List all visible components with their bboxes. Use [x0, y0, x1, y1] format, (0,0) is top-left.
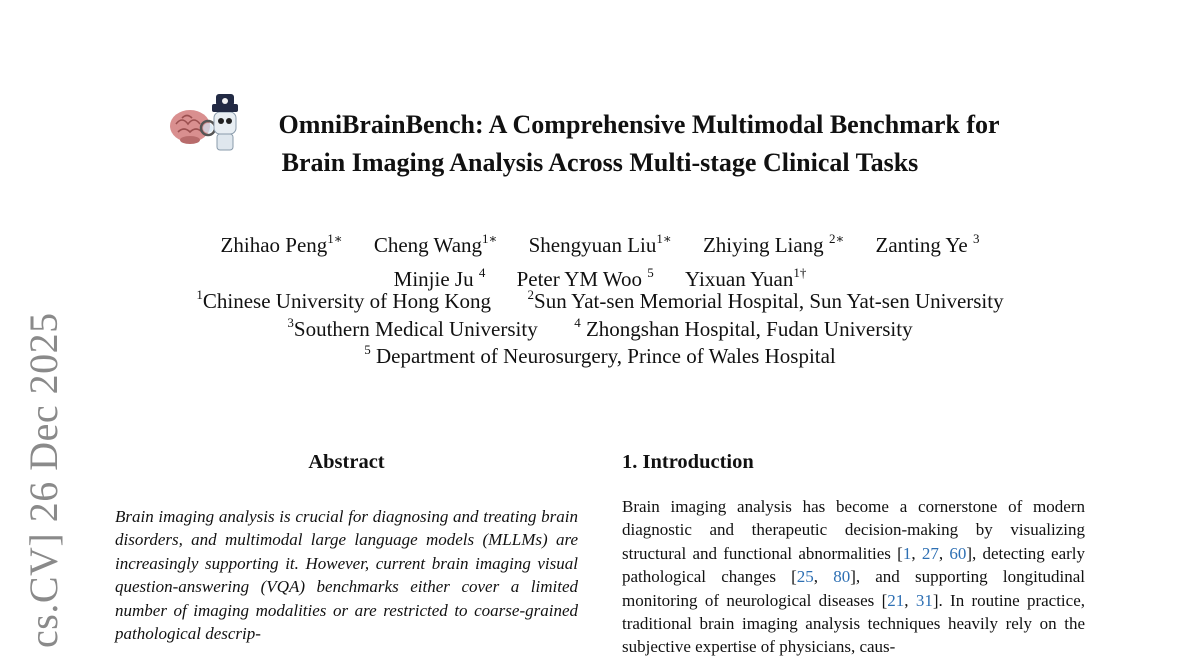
- citation-link[interactable]: 21: [887, 590, 905, 610]
- affiliation: $^5$ Department of Neurosurgery, Prince of Wales Hospital: [364, 342, 836, 368]
- affiliation: $^3$Southern Medical University: [287, 314, 538, 341]
- author-name: Zhiying Liang $^{2∗}$: [702, 231, 845, 257]
- paper-title: [150, 106, 1050, 182]
- intro-text-segment: ,: [813, 567, 834, 587]
- citation-link[interactable]: 31: [915, 590, 933, 610]
- citation-link[interactable]: 80: [833, 567, 851, 587]
- intro-text-segment: ]. In routine practice, traditional brain imaging analysis techniques heavily rely on the subjective expertise of physicians, caus-: [622, 590, 1086, 657]
- affiliation-row-2: [100, 316, 1100, 344]
- affiliation: $^4$ Zhongshan Hospital, Fudan University: [574, 314, 913, 341]
- author-name: Zhihao Peng$^{1∗}$: [220, 231, 343, 257]
- introduction-heading: 1. Introduction: [622, 451, 754, 473]
- citation-link[interactable]: 27: [921, 543, 939, 563]
- intro-text-segment: ], and supporting longitudinal monitoring of neurological diseases [: [622, 567, 1086, 610]
- intro-text-segment: ], detecting early pathological changes [: [622, 543, 1086, 587]
- author-name: Shengyuan Liu$^{1∗}$: [528, 231, 672, 257]
- affiliation-list: [100, 288, 1100, 371]
- author-name: Minjie Ju $^4$: [393, 265, 486, 291]
- author-name: Yixuan Yuan$^{1\dagger}$: [685, 265, 807, 291]
- affiliation: $^1$Chinese University of Hong Kong: [196, 287, 492, 313]
- intro-text-segment: ,: [938, 543, 950, 563]
- arxiv-identifier-stamp: cs.CV] 26 Dec 2025: [21, 312, 66, 648]
- title-line-2: Brain Imaging Analysis Across Multi-stage Clinical Tasks: [281, 148, 919, 177]
- introduction-text: [622, 495, 1085, 659]
- title-line-1: OmniBrainBench: A Comprehensive Multimodal Benchmark for: [278, 110, 1000, 139]
- intro-text-segment: Brain imaging analysis has become a cornerstone of modern diagnostic and therapeutic decision-making by visualizing structural and functional abnormalities [: [622, 497, 1085, 563]
- author-list: [100, 228, 1100, 296]
- citation-link[interactable]: 60: [949, 543, 967, 563]
- author-row-1: [100, 228, 1100, 262]
- intro-text-segment: ,: [911, 543, 922, 563]
- affiliation-row-1: [100, 288, 1100, 316]
- affiliation-row-3: [100, 343, 1100, 371]
- abstract-text: Brain imaging analysis is crucial for diagnosing and treating brain disorders, and multimodal large language models (MLLMs) are increasingly supporting it. However, current brain imaging visual question-answering (VQA) benchmarks either cover a limited number of imaging modalities or are restricted to coarse-grained pathological descrip-: [115, 507, 578, 644]
- author-name: Zanting Ye $^3$: [875, 231, 980, 257]
- author-name: Peter YM Woo $^5$: [516, 265, 654, 291]
- citation-link[interactable]: 1: [902, 543, 912, 563]
- intro-text-segment: ,: [904, 590, 916, 610]
- affiliation: $^2$Sun Yat-sen Memorial Hospital, Sun Yat-sen University: [527, 287, 1004, 313]
- citation-link[interactable]: 25: [796, 567, 814, 587]
- abstract-heading: Abstract: [308, 451, 385, 473]
- author-name: Cheng Wang$^{1∗}$: [373, 231, 498, 257]
